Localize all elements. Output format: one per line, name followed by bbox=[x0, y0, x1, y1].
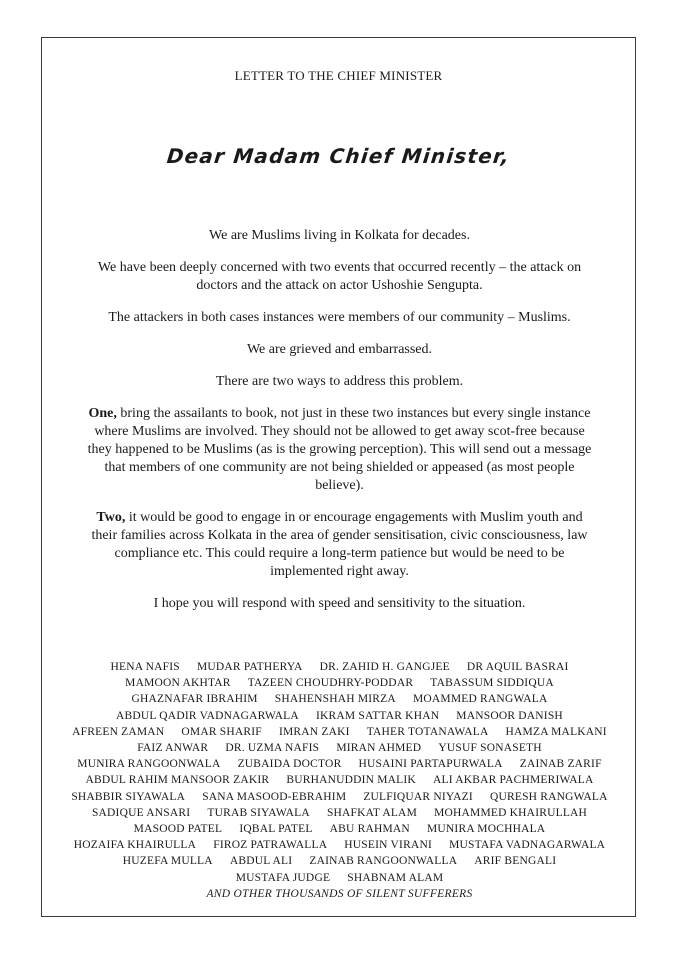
paragraph-3: The attackers in both cases instances were members of our community – Muslims. bbox=[108, 310, 571, 325]
signatory-name: HUZEFA MULLA bbox=[122, 855, 213, 868]
signatory-name: ARIF BENGALI bbox=[474, 855, 557, 868]
signatory-name: SADIQUE ANSARI bbox=[91, 806, 191, 819]
signatory-name: YUSUF SONASETH bbox=[438, 742, 542, 755]
signatory-name: MUNIRA RANGOONWALA bbox=[77, 758, 221, 771]
signatory-name: MUSTAFA VADNAGARWALA bbox=[449, 839, 606, 852]
signatory-name: IKRAM SATTAR KHAN bbox=[315, 709, 440, 722]
signatory-name: TURAB SIYAWALA bbox=[207, 806, 310, 819]
paragraph-2: We have been deeply concerned with two events that occurred recently – the attack on doctors and the attack on actor Ushoshie Sengupta. bbox=[97, 260, 582, 293]
signatory-name: GHAZNAFAR IBRAHIM bbox=[131, 693, 258, 706]
paragraph-7 bbox=[86, 509, 593, 581]
signatory-name: MUSTAFA JUDGE bbox=[235, 871, 331, 884]
signatory-name: MOHAMMED KHAIRULLAH bbox=[434, 806, 588, 819]
signatory-name: TAZEEN CHOUDHRY-PODDAR bbox=[247, 677, 414, 690]
signatory-names bbox=[64, 661, 614, 884]
paragraph-8: I hope you will respond with speed and sensitivity to the situation. bbox=[153, 596, 526, 611]
signatory-name: AFREEN ZAMAN bbox=[72, 725, 165, 738]
closing-line: AND OTHER THOUSANDS OF SILENT SUFFERERS bbox=[206, 887, 473, 900]
signatory-name: IQBAL PATEL bbox=[239, 823, 313, 836]
signatory-name: ZUBAIDA DOCTOR bbox=[237, 758, 342, 771]
paragraph-6 bbox=[86, 405, 593, 495]
signatory-name: SHABNAM ALAM bbox=[347, 871, 444, 884]
signatory-name: DR AQUIL BASRAI bbox=[466, 661, 569, 673]
signatory-name: ABDUL RAHIM MANSOOR ZAKIR bbox=[85, 774, 270, 787]
signatory-name: TABASSUM SIDDIQUA bbox=[430, 677, 554, 690]
paragraph-6-lead: One, bbox=[88, 406, 117, 421]
signatory-name: FAIZ ANWAR bbox=[137, 742, 209, 755]
signatory-name: ABDUL QADIR VADNAGARWALA bbox=[116, 709, 299, 722]
signatory-name: BURHANUDDIN MALIK bbox=[286, 774, 416, 787]
signatory-name: MUNIRA MOCHHALA bbox=[426, 823, 546, 836]
signatory-name: TAHER TOTANAWALA bbox=[366, 725, 489, 738]
signatory-name: MUDAR PATHERYA bbox=[196, 661, 303, 673]
signatory-name: QURESH RANGWALA bbox=[489, 790, 608, 803]
signatory-name: ZAINAB ZARIF bbox=[519, 758, 602, 771]
signatory-name: SHABBIR SIYAWALA bbox=[71, 790, 186, 803]
signatory-name: MASOOD PATEL bbox=[133, 823, 223, 836]
signatory-name: MAMOON AKHTAR bbox=[125, 677, 231, 690]
letter-body bbox=[86, 227, 593, 627]
letter-border bbox=[41, 37, 636, 917]
signatory-name: SANA MASOOD-EBRAHIM bbox=[202, 790, 347, 803]
signatory-name: ALI AKBAR PACHMERIWALA bbox=[433, 774, 594, 787]
signatory-name: HENA NAFIS bbox=[110, 661, 180, 673]
paragraph-4: We are grieved and embarrassed. bbox=[246, 342, 433, 357]
signatory-name: FIROZ PATRAWALLA bbox=[213, 839, 328, 852]
signatory-name: HUSAINI PARTAPURWALA bbox=[358, 758, 503, 771]
signatory-name: HOZAIFA KHAIRULLA bbox=[73, 839, 197, 852]
paragraph-6-text: bring the assailants to book, not just in these two instances but every single instance where Muslims are involved. They should not be allowed to get away scot-free because they happened to be Muslims (as is the growing perception). This will send out a message that members of one community are not being shielded or appeased (as most people believe). bbox=[87, 406, 592, 493]
signatory-name: MOAMMED RANGWALA bbox=[412, 693, 548, 706]
signatory-name: DR. UZMA NAFIS bbox=[225, 742, 320, 755]
signatory-name: OMAR SHARIF bbox=[181, 725, 262, 738]
paragraph-7-lead: Two, bbox=[96, 510, 126, 525]
signatory-name: HUSEIN VIRANI bbox=[344, 839, 432, 852]
signatory-name: SHAFKAT ALAM bbox=[326, 806, 417, 819]
signatory-name: SHAHENSHAH MIRZA bbox=[274, 693, 396, 706]
signatory-name: IMRAN ZAKI bbox=[278, 725, 350, 738]
paragraph-1: We are Muslims living in Kolkata for decades. bbox=[209, 228, 470, 243]
paragraph-7-text: it would be good to engage in or encourage engagements with Muslim youth and their families across Kolkata in the area of gender sensitisation, civic consciousness, law compliance etc. This could require a long-term patience but would be need to be implemented right away. bbox=[91, 510, 588, 579]
signatory-name: ABU RAHMAN bbox=[329, 823, 410, 836]
handwritten-salutation: Dear Madam Chief Minister, bbox=[165, 144, 512, 168]
signatory-name: MANSOOR DANISH bbox=[456, 709, 563, 722]
signatory-name: ZULFIQUAR NIYAZI bbox=[363, 790, 473, 803]
signatory-name: ABDUL ALI bbox=[229, 855, 293, 868]
signatory-name: DR. ZAHID H. GANGJEE bbox=[319, 661, 450, 673]
letter-heading: LETTER TO THE CHIEF MINISTER bbox=[234, 68, 443, 83]
signatory-name: HAMZA MALKANI bbox=[505, 725, 607, 738]
signatory-name: ZAINAB RANGOONWALLA bbox=[309, 855, 458, 868]
signatory-name: MIRAN AHMED bbox=[336, 742, 422, 755]
paragraph-5: There are two ways to address this problem. bbox=[215, 374, 464, 389]
signatory-list bbox=[62, 659, 617, 902]
